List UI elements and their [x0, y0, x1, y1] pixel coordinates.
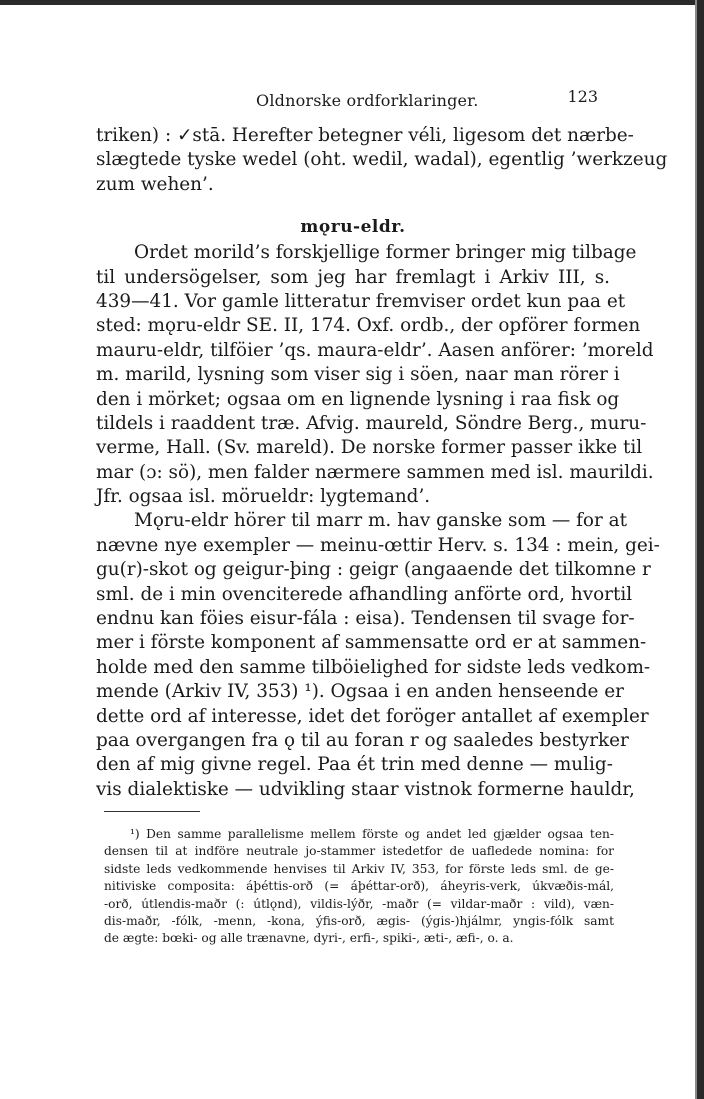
running-title: Oldnorske ordforklaringer.	[256, 91, 479, 110]
footnote-line: nitiviske composita: áþéttis-orð (= áþéttar-orð), áheyris-verk, úkvæðis-mál,	[104, 879, 614, 894]
body-line: m. marild, lysning som viser sig i söen, naar man rörer i	[96, 364, 620, 386]
body-line: 439—41. Vor gamle litteratur fremviser ordet kun paa et	[96, 290, 626, 312]
page-right-edge	[697, 0, 704, 1099]
footnote-line: dis-maðr, -fólk, -menn, -kona, ýfis-orð, ægis- (ýgis-)hjálmr, yngis-fólk samt	[104, 913, 614, 928]
body-line: den af mig givne regel. Paa ét trin med denne — mulig-	[96, 754, 613, 776]
body-line: Ordet morild’s forskjellige former bringer mig tilbage	[134, 242, 637, 264]
body-line: Jfr. ogsaa isl. mörueldr: lygtemand’.	[96, 486, 431, 508]
body-line: sted: mǫru-eldr SE. II, 174. Oxf. ordb., der opförer formen	[96, 315, 641, 337]
body-line: triken) : ✓stā. Herefter betegner véli, ligesom det nærbe-	[96, 125, 634, 146]
body-line: til undersögelser, som jeg har fremlagt i Arkiv III, s.	[96, 266, 610, 288]
body-line: mende (Arkiv IV, 353) ¹). Ogsaa i en anden henseende er	[96, 681, 624, 703]
body-line: holde med den samme tilböielighed for sidste leds vedkom-	[96, 656, 651, 678]
section-gap	[96, 197, 610, 207]
body-line: slægtede tyske wedel (oht. wedil, wadal), egentlig ’werkzeug	[96, 149, 668, 171]
body-line: verme, Hall. (Sv. mareld). De norske former passer ikke til	[96, 437, 643, 459]
body-line: tildels i raaddent træ. Afvig. maureld, Söndre Berg., muru-	[96, 412, 647, 434]
body-line: Mǫru-eldr hörer til marr m. hav ganske som — for at	[134, 510, 627, 532]
footnote-rule	[104, 811, 200, 812]
body-line: zum wehen’.	[96, 173, 214, 195]
footnote-line: sidste leds vedkommende henvises til Arkiv IV, 353, for förste leds sml. de ge-	[104, 861, 614, 876]
body-text	[96, 124, 668, 802]
footnotes	[104, 826, 614, 948]
footnote-line: de ægte: bœki- og alle trænavne, dyri-, erfi-, spiki-, æti-, æfi-, o. a.	[104, 931, 514, 946]
body-line: mer i förste komponent af sammensatte ord er at sammen-	[96, 632, 647, 654]
page-header	[96, 87, 610, 113]
body-line: endnu kan föies eisur-fála : eisa). Tendensen til svage for-	[96, 608, 635, 630]
body-line: dette ord af interesse, idet det foröger antallet af exempler	[96, 705, 649, 727]
body-line: paa overgangen fra ǫ til au foran r og saaledes bestyrker	[96, 729, 629, 751]
section-heading: mǫru-eldr.	[300, 217, 406, 238]
body-line: vis dialektiske — udvikling staar vistnok formerne hauldr,	[96, 778, 635, 800]
body-line: sml. de i min ovenciterede afhandling anförte ord, hvortil	[96, 583, 633, 605]
body-line: nævne nye exempler — meinu-œttir Herv. s. 134 : mein, gei-	[96, 534, 660, 556]
footnote-line: densen til at indföre neutrale jo-stammer istedetfor de uafledede nomina: for	[104, 844, 614, 859]
footnote-line: ¹) Den samme parallelisme mellem förste og andet led gjælder ogsaa ten-	[130, 827, 614, 841]
body-line: gu(r)-skot og geigur-þing : geigr (angaaende det tilkomne r	[96, 559, 651, 581]
page-top-edge	[0, 0, 704, 5]
body-line: den i mörket; ogsaa om en lignende lysning i raa fisk og	[96, 388, 620, 410]
page-number: 123	[567, 87, 598, 106]
body-line: mauru-eldr, tilföier ’qs. maura-eldr’. Aasen anförer: ’moreld	[96, 339, 654, 361]
body-line: mar (ɔ: sö), men falder nærmere sammen med isl. maurildi.	[96, 461, 654, 483]
footnote-line: -orð, útlendis-maðr (: útlǫnd), vildis-lýðr, -maðr (= vildar-maðr : vild), væn-	[104, 896, 614, 911]
